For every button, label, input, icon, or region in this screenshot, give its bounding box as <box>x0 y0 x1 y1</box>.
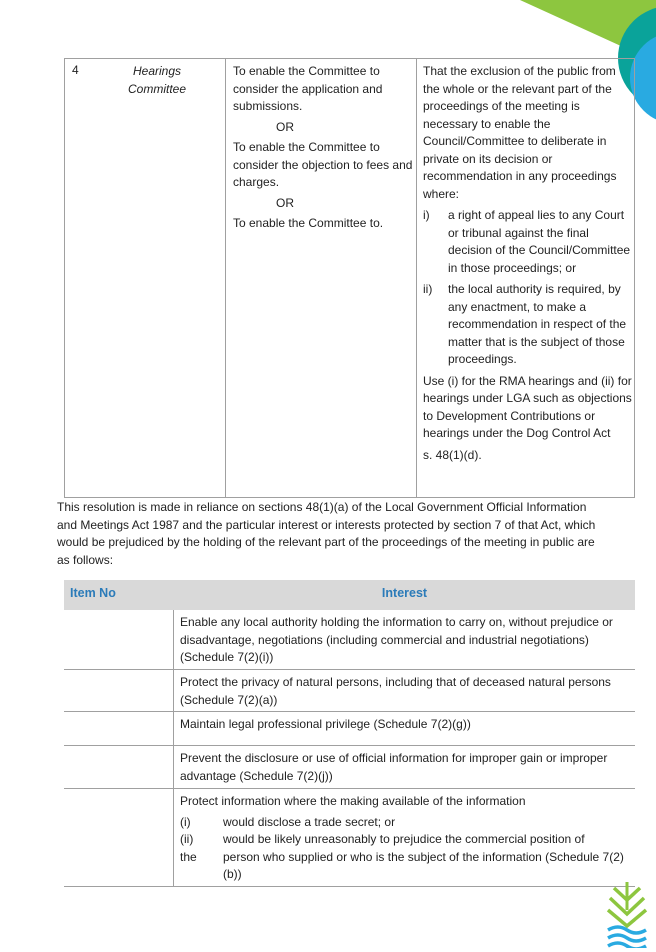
committee-name-line1: Hearings <box>132 64 182 78</box>
header-item-no: Item No <box>70 586 116 600</box>
section-ref: s. 48(1)(d). <box>423 447 482 462</box>
interest-cell: Protect the privacy of natural persons, including that of deceased natural persons (Schedule 7(2)(a)) <box>180 675 611 707</box>
committee-name-line2: Committee <box>127 81 186 96</box>
hearings-table <box>64 58 635 498</box>
table-row <box>64 610 635 670</box>
table-row <box>64 670 635 712</box>
reason-cell <box>226 59 417 497</box>
item-no-cell <box>64 610 174 669</box>
sub-item-text: would be likely unreasonably to prejudice the commercial position of <box>223 832 585 846</box>
resolution-paragraph: This resolution is made in reliance on sections 48(1)(a) of the Local Government Official Information and Meetings Act 1987 and the particular interest or interests protected by section 7 of that Act, which would be prejudiced by the holding of the relevant part of the proceedings of the meeting in public are as follows: <box>57 500 596 567</box>
or-label: OR <box>276 195 294 210</box>
reason-3: To enable the Committee to. <box>233 216 384 230</box>
interest-sub-item <box>180 831 635 849</box>
ground-item-text: the local authority is required, by any enactment, to make a recommendation in respect of the matter that is the subject of those proceedings. <box>448 282 627 366</box>
table-row <box>64 789 635 887</box>
sub-item-text: would disclose a trade secret; or <box>223 814 396 829</box>
table-row <box>64 746 635 789</box>
committee-name <box>102 63 212 98</box>
table-row <box>64 712 635 746</box>
ground-item-label: i) <box>423 208 430 222</box>
sub-item-label: the <box>180 849 197 864</box>
interest-cell: Maintain legal professional privilege (Schedule 7(2)(g)) <box>180 717 471 731</box>
ground-item <box>423 281 634 369</box>
item-no-cell <box>64 712 174 745</box>
reason-2: To enable the Committee to consider the objection to fees and charges. <box>233 140 413 189</box>
council-logo-icon <box>604 880 650 948</box>
sub-item-label: (i) <box>180 814 191 829</box>
interest-sub-item <box>180 814 635 832</box>
sub-item-text: person who supplied or who is the subject of the information (Schedule 7(2)(b)) <box>223 849 624 881</box>
interest-sub-item <box>180 849 635 884</box>
reason-1: To enable the Committee to consider the application and submissions. <box>233 64 383 113</box>
ground-note: Use (i) for the RMA hearings and (ii) for hearings under LGA such as objections to Development Contributions or hearings under the Dog Control Act <box>423 373 632 440</box>
ground-intro: That the exclusion of the public from the whole or the relevant part of the proceedings of the meeting is necessary to enable the Council/Committee to deliberate in private on its decision or recommendation in any proceedings where: <box>423 64 617 201</box>
item-no-cell <box>64 670 174 711</box>
ground-cell <box>417 59 636 497</box>
interest-cell: Enable any local authority holding the information to carry on, without prejudice or disadvantage, negotiations (including commercial and industrial negotiations) (Schedule 7(2)(i)) <box>180 615 613 664</box>
ground-item-label: ii) <box>423 282 433 296</box>
interest-table-header <box>64 580 635 610</box>
item-no-cell <box>64 746 174 788</box>
interest-cell: Prevent the disclosure or use of official information for improper gain or improper advantage (Schedule 7(2)(j)) <box>180 751 608 783</box>
header-interest: Interest <box>381 586 428 600</box>
item-no-cell <box>64 789 174 886</box>
interest-table <box>64 580 635 887</box>
sub-item-label: (ii) <box>180 832 194 846</box>
item-cell <box>65 59 226 497</box>
interest-intro: Protect information where the making available of the information <box>180 794 526 808</box>
ground-item-text: a right of appeal lies to any Court or tribunal against the final decision of the Council/Committee in those proceedings; or <box>448 208 631 275</box>
interest-cell <box>180 789 635 884</box>
or-label: OR <box>276 119 294 134</box>
item-number: 4 <box>72 63 79 77</box>
ground-item <box>423 207 634 277</box>
